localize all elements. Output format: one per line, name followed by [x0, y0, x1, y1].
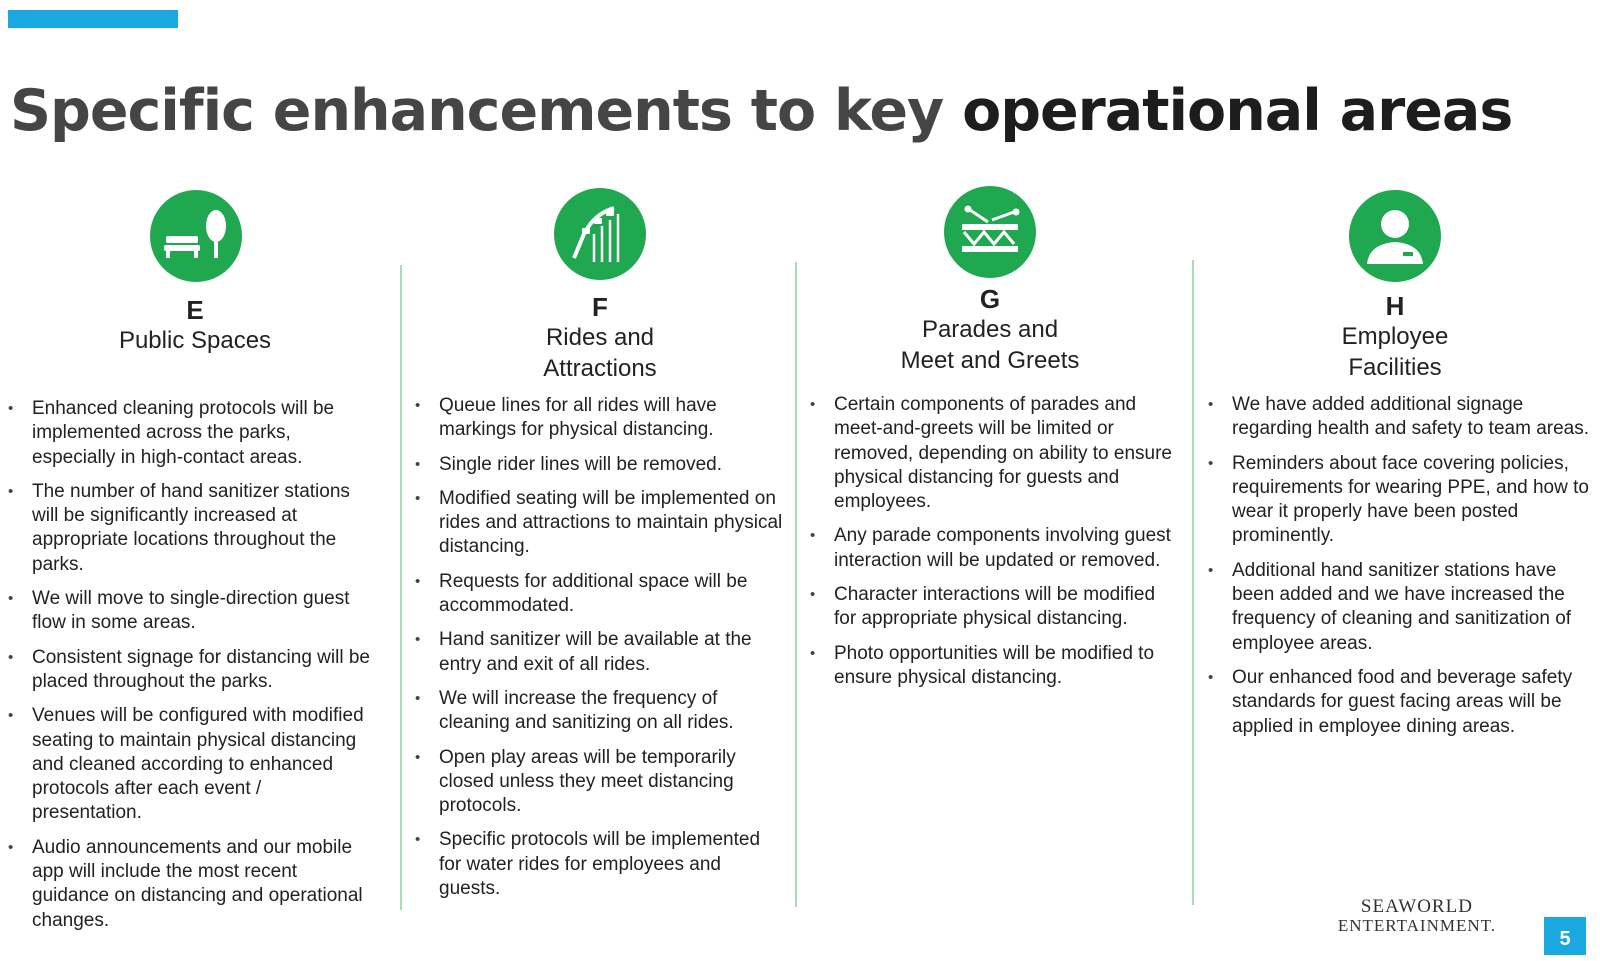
list-item: • Character interactions will be modified for appropriate physical distancing.: [810, 583, 1180, 632]
column-heading: [1285, 291, 1505, 383]
logo-line-2: ENTERTAINMENT.: [1337, 916, 1496, 935]
column-name: Public Spaces: [118, 327, 272, 354]
list-item: • Requests for additional space will be accommodated.: [415, 570, 787, 619]
list-item: • Consistent signage for distancing will be placed throughout the parks.: [8, 646, 370, 695]
seaworld-logo: [1338, 897, 1496, 935]
list-item: • Audio announcements and our mobile app will include the most recent guidance on distancing and operational changes.: [8, 836, 370, 933]
list-item: • Our enhanced food and beverage safety standards for guest facing areas will be applied in employee dining areas.: [1208, 666, 1590, 739]
column-name: Rides and: [545, 324, 655, 351]
column-letter: E: [186, 295, 204, 325]
bench-tree-icon: [150, 190, 242, 282]
list-item: • Reminders about face covering policies, requirements for wearing PPE, and how to wear it properly have been posted prominently.: [1208, 452, 1590, 549]
bullet-list: [810, 393, 1180, 700]
list-item: • The number of hand sanitizer stations will be significantly increased at appropriate locations throughout the parks.: [8, 480, 370, 577]
column-name: Meet and Greets: [900, 347, 1080, 374]
list-item: • Single rider lines will be removed.: [415, 453, 787, 477]
column-letter: H: [1385, 291, 1405, 321]
list-item: • We have added additional signage regarding health and safety to team areas.: [1208, 393, 1590, 442]
list-item: • Queue lines for all rides will have markings for physical distancing.: [415, 394, 787, 443]
list-item: • Enhanced cleaning protocols will be implemented across the parks, especially in high-contact areas.: [8, 397, 370, 470]
list-item: • Specific protocols will be implemented for water rides for employees and guests.: [415, 828, 787, 901]
list-item: • Venues will be configured with modified seating to maintain physical distancing and cleaned according to enhanced protocols after each event / presentation.: [8, 704, 370, 825]
list-item: • Hand sanitizer will be available at the entry and exit of all rides.: [415, 628, 787, 677]
column-heading: [95, 295, 295, 356]
column-heading: [870, 284, 1110, 376]
list-item: • Additional hand sanitizer stations have been added and we have increased the frequency of cleaning and sanitization of employee areas.: [1208, 559, 1590, 656]
column-divider: [1192, 260, 1194, 905]
column-name: Parades and: [921, 316, 1059, 343]
bullet-list: [8, 397, 370, 943]
list-item: • Certain components of parades and meet-and-greets will be limited or removed, depending on ability to ensure physical distancing for guests and employees.: [810, 393, 1180, 514]
column-name: Attractions: [543, 355, 657, 382]
column-letter: G: [979, 284, 1001, 314]
title-part-2: operational areas: [962, 78, 1513, 144]
bullet-list: [1208, 393, 1590, 749]
title-part-1: Specific enhancements to key: [10, 78, 963, 144]
column-name: Employee: [1341, 323, 1449, 350]
column-name: Facilities: [1348, 354, 1442, 381]
bullet-list: [415, 394, 787, 911]
list-item: • Modified seating will be implemented on rides and attractions to maintain physical distancing.: [415, 487, 787, 560]
list-item: • We will move to single-direction guest flow in some areas.: [8, 587, 370, 636]
column-heading: [490, 292, 710, 384]
column-divider: [795, 262, 797, 907]
accent-bar: [8, 10, 178, 28]
column-letter: F: [592, 292, 608, 322]
drum-icon: [944, 186, 1036, 278]
logo-line-1: SEAWORLD: [1360, 896, 1473, 917]
column-divider: [400, 265, 402, 910]
page-number: 5: [1544, 917, 1586, 955]
list-item: • Photo opportunities will be modified to ensure physical distancing.: [810, 642, 1180, 691]
roller-coaster-icon: [554, 188, 646, 280]
list-item: • Any parade components involving guest interaction will be updated or removed.: [810, 524, 1180, 573]
employee-icon: [1349, 190, 1441, 282]
page-title: [10, 78, 1512, 144]
list-item: • Open play areas will be temporarily closed unless they meet distancing protocols.: [415, 746, 787, 819]
list-item: • We will increase the frequency of cleaning and sanitizing on all rides.: [415, 687, 787, 736]
